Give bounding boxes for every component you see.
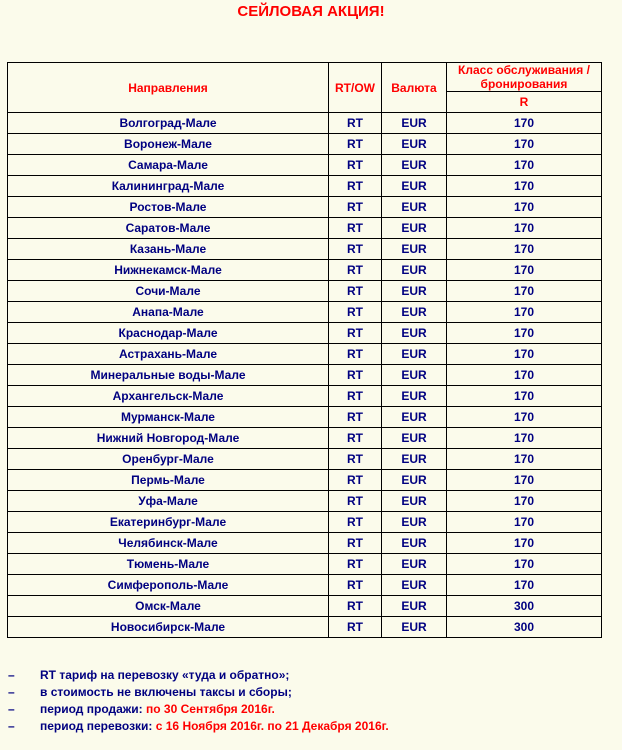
header-class: Класс обслуживания / бронирования <box>447 63 602 92</box>
cell-rt-ow: RT <box>329 260 382 281</box>
cell-direction: Казань-Мале <box>8 239 329 260</box>
table-row <box>8 302 602 323</box>
cell-direction: Минеральные воды-Мале <box>8 365 329 386</box>
table-row <box>8 407 602 428</box>
cell-value: 170 <box>447 512 602 533</box>
cell-direction: Саратов-Мале <box>8 218 329 239</box>
cell-value: 170 <box>447 155 602 176</box>
table-row <box>8 575 602 596</box>
cell-direction: Астрахань-Мале <box>8 344 329 365</box>
fares-table <box>7 62 602 638</box>
cell-rt-ow: RT <box>329 512 382 533</box>
note-text-main: RT тариф на перевозку «туда и обратно»; <box>40 668 290 682</box>
cell-value: 170 <box>447 554 602 575</box>
note-text-main: период продажи: <box>40 702 147 716</box>
cell-rt-ow: RT <box>329 596 382 617</box>
cell-direction: Омск-Мале <box>8 596 329 617</box>
header-rt-ow: RT/OW <box>329 63 382 113</box>
cell-currency: EUR <box>382 344 447 365</box>
cell-rt-ow: RT <box>329 428 382 449</box>
cell-rt-ow: RT <box>329 386 382 407</box>
note-highlight: по 30 Сентября 2016г. <box>146 702 275 716</box>
cell-rt-ow: RT <box>329 176 382 197</box>
table-row <box>8 533 602 554</box>
cell-value: 170 <box>447 197 602 218</box>
note-text <box>40 668 289 682</box>
cell-value: 170 <box>447 365 602 386</box>
cell-direction: Уфа-Мале <box>8 491 329 512</box>
cell-currency: EUR <box>382 596 447 617</box>
table-row <box>8 617 602 638</box>
table-row <box>8 428 602 449</box>
cell-direction: Самара-Мале <box>8 155 329 176</box>
cell-value: 170 <box>447 449 602 470</box>
cell-rt-ow: RT <box>329 575 382 596</box>
cell-rt-ow: RT <box>329 197 382 218</box>
table-row <box>8 281 602 302</box>
table-row <box>8 449 602 470</box>
cell-currency: EUR <box>382 113 447 134</box>
cell-direction: Краснодар-Мале <box>8 323 329 344</box>
cell-value: 300 <box>447 596 602 617</box>
note-text <box>40 685 292 699</box>
cell-direction: Волгоград-Мале <box>8 113 329 134</box>
cell-value: 170 <box>447 407 602 428</box>
cell-value: 170 <box>447 470 602 491</box>
note-text <box>40 702 275 716</box>
note-highlight: с 16 Ноября 2016г. по 21 Декабря 2016г. <box>155 719 389 733</box>
cell-currency: EUR <box>382 176 447 197</box>
table-row <box>8 344 602 365</box>
table-header-row <box>8 63 602 92</box>
table-row <box>8 323 602 344</box>
cell-direction: Новосибирск-Мале <box>8 617 329 638</box>
header-currency: Валюта <box>382 63 447 113</box>
cell-direction: Калининград-Мале <box>8 176 329 197</box>
cell-currency: EUR <box>382 281 447 302</box>
cell-currency: EUR <box>382 197 447 218</box>
fare-rows <box>8 113 602 638</box>
cell-value: 170 <box>447 218 602 239</box>
table-row <box>8 554 602 575</box>
table-row <box>8 596 602 617</box>
cell-currency: EUR <box>382 428 447 449</box>
cell-rt-ow: RT <box>329 617 382 638</box>
cell-value: 170 <box>447 281 602 302</box>
cell-direction: Симферополь-Мале <box>8 575 329 596</box>
cell-currency: EUR <box>382 302 447 323</box>
cell-currency: EUR <box>382 323 447 344</box>
header-direction: Направления <box>8 63 329 113</box>
cell-currency: EUR <box>382 407 447 428</box>
cell-direction: Нижнекамск-Мале <box>8 260 329 281</box>
cell-currency: EUR <box>382 155 447 176</box>
header-class-code: R <box>447 92 602 113</box>
table-row <box>8 134 602 155</box>
cell-rt-ow: RT <box>329 491 382 512</box>
table-row <box>8 470 602 491</box>
note-text-main: в стоимость не включены таксы и сборы; <box>40 685 292 699</box>
cell-rt-ow: RT <box>329 281 382 302</box>
note-item <box>0 668 622 685</box>
cell-currency: EUR <box>382 617 447 638</box>
cell-direction: Оренбург-Мале <box>8 449 329 470</box>
note-item <box>0 702 622 719</box>
cell-value: 170 <box>447 176 602 197</box>
cell-rt-ow: RT <box>329 239 382 260</box>
cell-currency: EUR <box>382 470 447 491</box>
table-row <box>8 197 602 218</box>
table-row <box>8 365 602 386</box>
cell-value: 170 <box>447 491 602 512</box>
cell-currency: EUR <box>382 134 447 155</box>
table-row <box>8 176 602 197</box>
notes-list <box>0 668 622 736</box>
cell-rt-ow: RT <box>329 344 382 365</box>
cell-value: 170 <box>447 239 602 260</box>
cell-rt-ow: RT <box>329 449 382 470</box>
cell-currency: EUR <box>382 491 447 512</box>
cell-rt-ow: RT <box>329 155 382 176</box>
cell-direction: Тюмень-Мале <box>8 554 329 575</box>
cell-rt-ow: RT <box>329 302 382 323</box>
cell-currency: EUR <box>382 554 447 575</box>
cell-direction: Сочи-Мале <box>8 281 329 302</box>
cell-direction: Архангельск-Мале <box>8 386 329 407</box>
cell-currency: EUR <box>382 512 447 533</box>
table-row <box>8 239 602 260</box>
cell-currency: EUR <box>382 575 447 596</box>
cell-direction: Воронеж-Мале <box>8 134 329 155</box>
table-row <box>8 512 602 533</box>
cell-value: 170 <box>447 386 602 407</box>
cell-currency: EUR <box>382 239 447 260</box>
table-row <box>8 218 602 239</box>
table-row <box>8 386 602 407</box>
table-row <box>8 491 602 512</box>
note-dash: – <box>8 685 15 699</box>
cell-rt-ow: RT <box>329 134 382 155</box>
cell-value: 170 <box>447 134 602 155</box>
table-row <box>8 155 602 176</box>
table-row <box>8 260 602 281</box>
cell-value: 170 <box>447 113 602 134</box>
page-title: СЕЙЛОВАЯ АКЦИЯ! <box>237 3 385 20</box>
cell-value: 170 <box>447 533 602 554</box>
cell-value: 170 <box>447 260 602 281</box>
cell-rt-ow: RT <box>329 218 382 239</box>
cell-value: 170 <box>447 323 602 344</box>
cell-currency: EUR <box>382 533 447 554</box>
note-dash: – <box>8 668 15 682</box>
cell-rt-ow: RT <box>329 365 382 386</box>
cell-rt-ow: RT <box>329 533 382 554</box>
cell-value: 170 <box>447 428 602 449</box>
cell-currency: EUR <box>382 365 447 386</box>
cell-currency: EUR <box>382 386 447 407</box>
cell-direction: Анапа-Мале <box>8 302 329 323</box>
cell-rt-ow: RT <box>329 113 382 134</box>
cell-rt-ow: RT <box>329 323 382 344</box>
table-row <box>8 113 602 134</box>
cell-value: 300 <box>447 617 602 638</box>
note-item <box>0 719 622 736</box>
cell-currency: EUR <box>382 449 447 470</box>
cell-direction: Нижний Новгород-Мале <box>8 428 329 449</box>
cell-value: 170 <box>447 344 602 365</box>
cell-currency: EUR <box>382 260 447 281</box>
note-text <box>40 719 389 733</box>
cell-rt-ow: RT <box>329 407 382 428</box>
cell-direction: Челябинск-Мале <box>8 533 329 554</box>
cell-value: 170 <box>447 575 602 596</box>
note-dash: – <box>8 719 15 733</box>
cell-rt-ow: RT <box>329 470 382 491</box>
note-dash: – <box>8 702 15 716</box>
cell-direction: Мурманск-Мале <box>8 407 329 428</box>
cell-value: 170 <box>447 302 602 323</box>
cell-direction: Пермь-Мале <box>8 470 329 491</box>
cell-direction: Ростов-Мале <box>8 197 329 218</box>
cell-currency: EUR <box>382 218 447 239</box>
cell-direction: Екатеринбург-Мале <box>8 512 329 533</box>
cell-rt-ow: RT <box>329 554 382 575</box>
note-item <box>0 685 622 702</box>
note-text-main: период перевозки: <box>40 719 156 733</box>
